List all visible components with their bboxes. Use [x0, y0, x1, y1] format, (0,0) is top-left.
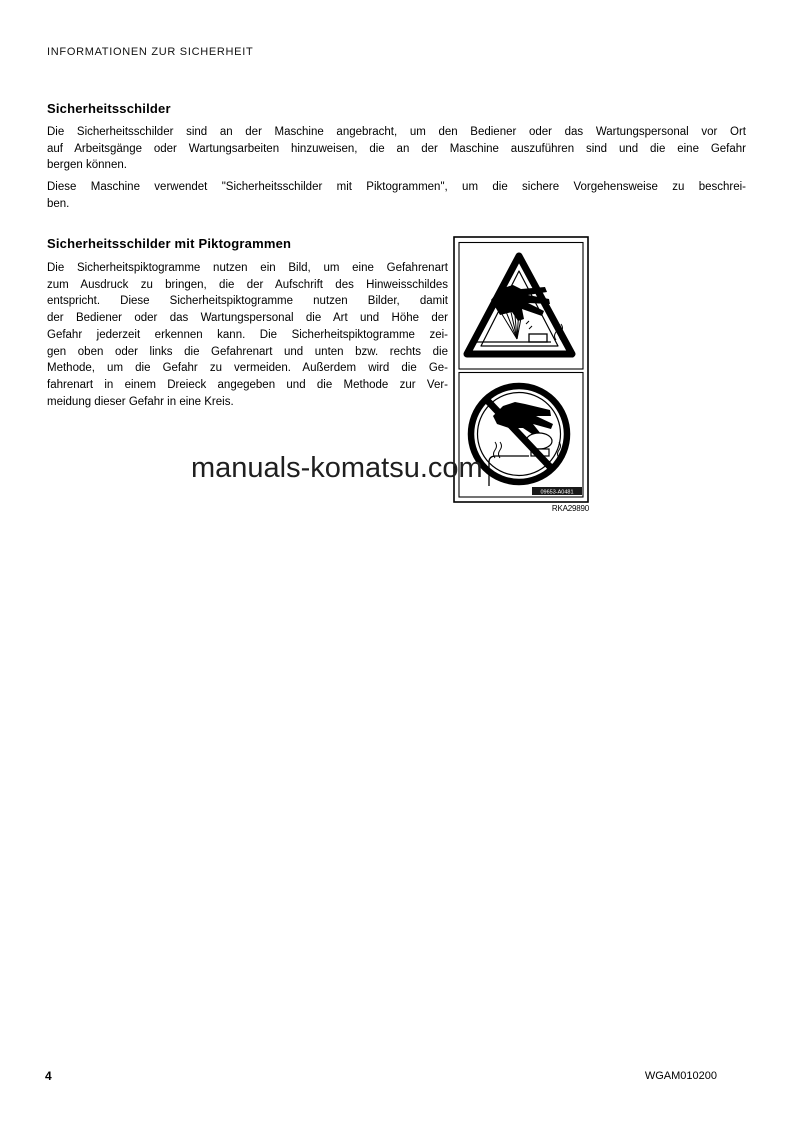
- text-line: bergen können.: [47, 159, 127, 172]
- paragraph: [47, 260, 448, 410]
- text-line: Die Sicherheitspiktogramme nutzen ein Bild, um eine Gefahrenart: [47, 262, 448, 274]
- paragraph: [47, 124, 746, 174]
- text-line: gen oben oder links die Gefahrenart und unten bzw. rechts die: [47, 345, 448, 358]
- text-line: auf Arbeitsgänge oder Wartungsarbeiten hinzuweisen, die an der Maschine auszuführen sind und die eine Gefahr: [47, 142, 746, 155]
- text-line: der Bediener oder das Wartungspersonal die Art und Höhe der: [47, 312, 448, 325]
- footer-doc-code: WGAM010200: [644, 1070, 717, 1082]
- section-heading-sicherheitsschilder: Sicherheitsschilder: [47, 101, 171, 116]
- text-line: ben.: [47, 197, 70, 210]
- figure-stamp-text: 09653-A0481: [540, 489, 574, 496]
- text-line: entspricht. Diese Sicherheitspiktogramme nutzen Bilder, damit: [47, 295, 448, 308]
- text-line: meidung dieser Gefahr in eine Kreis.: [47, 395, 234, 408]
- text-line: Die Sicherheitsschilder sind an der Maschine angebracht, um den Bediener oder das Wartungspersonal vor Ort: [47, 126, 746, 138]
- text-line: Methode, um die Gefahr zu vermeiden. Außerdem wird die Ge-: [47, 362, 448, 375]
- paragraph: [47, 179, 746, 212]
- text-line: Diese Maschine verwendet "Sicherheitsschilder mit Piktogrammen", um die sichere Vorgehensweise zu beschrei-: [47, 181, 746, 193]
- footer-page-number: 4: [45, 1069, 52, 1083]
- text-line: Gefahr jederzeit erkennen kann. Die Sicherheitspiktogramme zei-: [47, 328, 448, 341]
- prohibition-circle-icon: [471, 386, 567, 486]
- figure-caption: RKA29890: [551, 504, 589, 513]
- page-header-label: INFORMATIONEN ZUR SICHERHEIT: [47, 46, 254, 58]
- figure-stamp: [532, 487, 582, 496]
- watermark-text: manuals-komatsu.com: [191, 452, 483, 484]
- section-heading-piktogramme: Sicherheitsschilder mit Piktogrammen: [47, 236, 292, 251]
- text-line: fahrenart in einem Dreieck angegeben und die Methode zur Ver-: [47, 378, 448, 391]
- text-line: zum Ausdruck zu bringen, die der Aufschrift des Hinweisschildes: [47, 278, 448, 291]
